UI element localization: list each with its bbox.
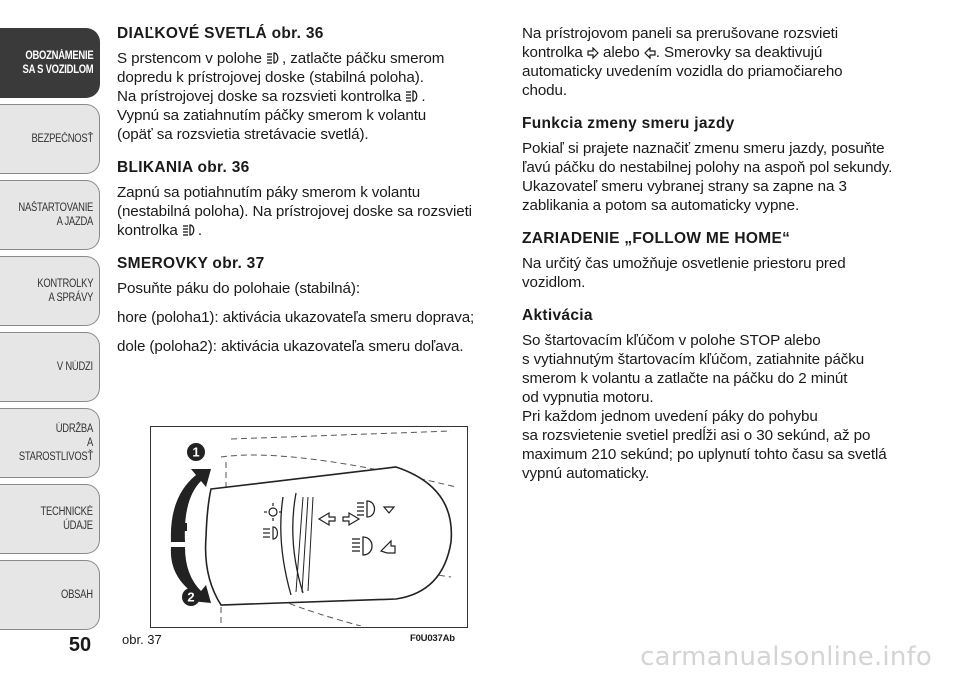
left-column (117, 24, 489, 370)
tab-kontrolky[interactable]: KONTROLKY A SPRÁVY (0, 256, 100, 326)
section-follow-me-home (522, 229, 922, 292)
figure-code: F0U037Ab (410, 633, 455, 644)
paragraph: Na prístrojovom paneli sa prerušovane rozsvieti kontrolka alebo . Smerovky sa deaktivujú automaticky uvedením vozidla do priamočiareho chodu. (522, 25, 843, 99)
turn-left-arrow-icon (644, 47, 656, 59)
section-activation (522, 306, 922, 483)
paragraph: So štartovacím kľúčom v polohe STOP alebo s vytiahnutým štartovacím kľúčom, zatiahnite páčku smerom k volantu a zatlačte na páčku do 2 minút od vypnutia motoru. Pri každom jednom uvedení páky do pohybu sa rozsvietenie svetiel predĺži asi o 30 sekúnd, až po maximum 210 sekúnd; po uplynutí tohto času sa svetlá vypnú automaticky. (522, 332, 887, 482)
tab-nastartovanie[interactable]: NAŠTARTOVANIE A JAZDA (0, 180, 100, 250)
paragraph: S prstencom v polohe , zatlačte páčku smerom dopredu k prístrojovej doske (stabilná poloha). Na prístrojovej doske sa rozsvieti kontrolka . Vypnú sa zatiahnutím páčky smerom k volantu (opäť sa rozsvietia stretávacie svetlá). (117, 50, 445, 143)
section-lane-change (522, 114, 922, 215)
high-beam-icon (182, 223, 198, 237)
paragraph: Posuňte páku do polohaie (stabilná): (117, 280, 360, 297)
tab-bezpecnost[interactable]: BEZPEČNOSŤ (0, 104, 100, 174)
watermark: carmanualsonline.info (640, 642, 932, 672)
paragraph: Zapnú sa potiahnutím páky smerom k volantu (nestabilná poloha). Na prístrojovej doske sa rozsvieti kontrolka . (117, 184, 472, 239)
paragraph: Pokiaľ si prajete naznačiť zmenu smeru jazdy, posuňte ľavú páčku do nestabilnej polohy na aspoň pol sekundy. Ukazovateľ smeru vybranej strany sa zapne na 3 zablikania a potom sa automaticky vypne. (522, 140, 893, 214)
paragraph: hore (poloha1): aktivácia ukazovateľa smeru doprava; (117, 309, 475, 326)
section-flash (117, 158, 489, 240)
turn-right-arrow-icon (587, 47, 599, 59)
arrow-up-icon (171, 469, 211, 542)
tab-udrzba[interactable]: ÚDRŽBA A STAROSTLIVOSŤ (0, 408, 100, 478)
tab-oboznamenie[interactable]: OBOZNÁMENIE SA S VOZIDLOM (0, 28, 100, 98)
high-beam-icon (405, 89, 421, 103)
paragraph: dole (poloha2): aktivácia ukazovateľa smeru doľava. (117, 338, 464, 355)
figure-stalk-diagram (150, 426, 468, 628)
stalk-illustration (151, 427, 466, 626)
high-beam-icon (266, 51, 282, 65)
svg-text:2: 2 (187, 589, 195, 605)
svg-text:1: 1 (192, 444, 200, 460)
tab-v-nudzi[interactable]: V NÚDZI (0, 332, 100, 402)
section-title: DIAĽKOVÉ SVETLÁ obr. 36 (117, 25, 324, 42)
section-title: SMEROVKY obr. 37 (117, 255, 265, 272)
section-high-beam (117, 24, 489, 144)
tab-obsah[interactable]: OBSAH (0, 560, 100, 630)
section-title: Funkcia zmeny smeru jazdy (522, 115, 735, 132)
section-title: ZARIADENIE „FOLLOW ME HOME“ (522, 230, 791, 247)
section-turn-indicator-lamp (522, 24, 922, 100)
section-turn-signals (117, 254, 489, 356)
page-number: 50 (68, 634, 92, 656)
paragraph: Na určitý čas umožňuje osvetlenie priestoru pred vozidlom. (522, 255, 846, 291)
right-column (522, 24, 922, 497)
section-title: BLIKANIA obr. 36 (117, 159, 250, 176)
figure-caption: obr. 37 (122, 632, 162, 647)
tab-technicke-udaje[interactable]: TECHNICKÉ ÚDAJE (0, 484, 100, 554)
section-title: Aktivácia (522, 307, 593, 324)
